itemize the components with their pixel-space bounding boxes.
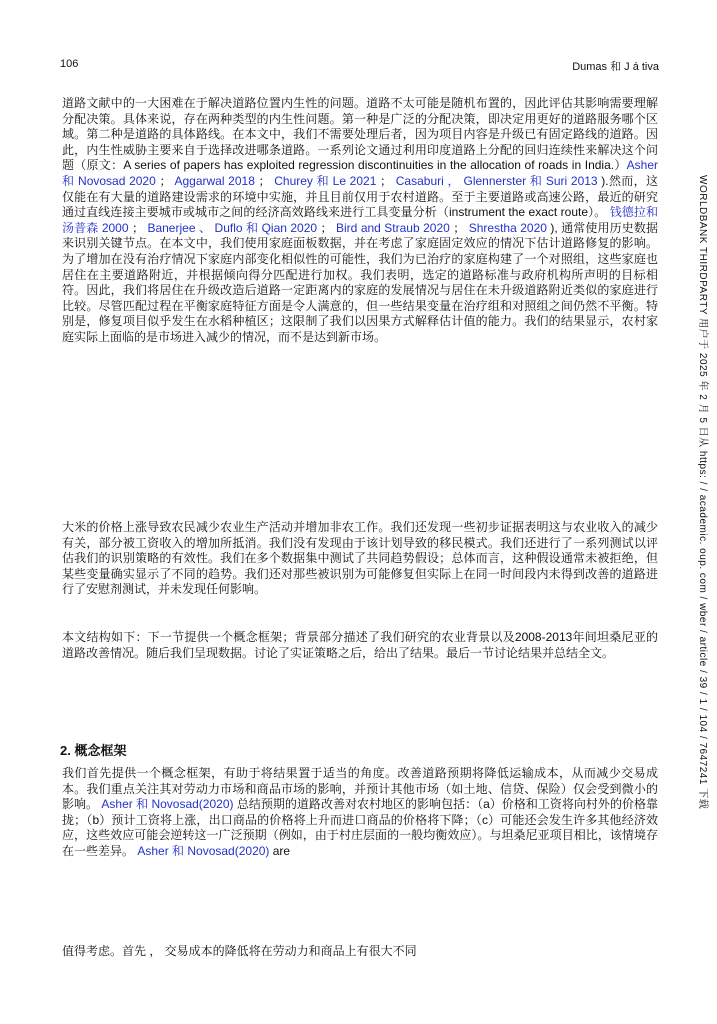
paragraph-rice-prices: 大米的价格上涨导致农民减少农业生产活动并增加非农工作。我们还发现一些初步证据表明这与农业收入的减少有关，部分被工资收入的增加所抵消。我们没有发现由于该计划导致的移民模式。我们还进行了一系列测试以评估我们的识别策略的有效性。我们在多个数据集中测试了共同趋势假设；总体而言，这种假设通常未被拒绝，但某些变量确实显示了不同的趋势。我们还对那些被识别为可能修复但实际上在同一时间段内未得到改善的道路进行了安慰剂测试，并未发现任何影响。 [62, 520, 658, 597]
text-run: 我们首先提供一个概念框架，有助于将结果置于适当的角度。改善道路预期将降低运输成本，从而减少交易成本。我们重点关注其对劳动力市场和商品市场的影响，并预计其他市场（如土地、信贷、保险）仅会受到微小的影响。 [62, 766, 658, 812]
separator: ； [155, 173, 175, 188]
citation-link[interactable]: Shrestha 2020 [468, 220, 547, 235]
citation-link[interactable]: Churey 和 Le 2021 [274, 173, 377, 188]
separator: ； [449, 220, 469, 235]
page-number: 106 [60, 58, 79, 70]
separator: ； [254, 173, 275, 188]
citation-link[interactable]: Asher 和 Novosad 2020 [62, 158, 658, 188]
citation-link[interactable]: Bird and Straub 2020 [336, 220, 450, 235]
citation-link[interactable]: Asher 和 Novosad(2020) [101, 797, 234, 812]
paragraph-intro-endogeneity [62, 96, 658, 346]
separator: ； [317, 220, 337, 235]
paragraph-framework [62, 766, 658, 860]
text-run: are [269, 843, 291, 858]
text-run: 总结预期的道路改善对农村地区的影响包括：（a）价格和工资将向村外的价格靠拢；（b）预计工资将上涨，出口商品的价格将上升而进口商品的价格将下降；（c）可能还会发生许多其他经济效应，这些效应可能会逆转这一广泛预期（例如，由于村庄层面的一般均衡效应）。与坦桑尼亚项目相比，该情境存在一些差异。 [62, 797, 658, 858]
paragraph-structure: 本文结构如下：下一节提供一个概念框架；背景部分描述了我们研究的农业背景以及2008-2013年间坦桑尼亚的道路改善情况。随后我们呈现数据。讨论了实证策略之后，给出了结果。最后一节讨论结果并总结全文。 [62, 630, 658, 660]
text-run: ), 通常使用历史数据来识别关键节点。在本文中，我们使用家庭面板数据，并在考虑了家庭固定效应的情况下估计道路修复的影响。为了增加在没有治疗情况下家庭内部变化相似性的可能性，我们为已治疗的家庭构建了一个对照组，这些家庭也居住在主要道路附近，并根据倾向得分匹配进行加权。我们表明，选定的道路标准与政府机构所声明的目标相符。因此，我们将居住在升级改造后道路一定距离内的家庭的发展情况与居住在未升级道路附近类似的家庭进行比较。尽管匹配过程在平衡家庭特征方面是令人满意的，但一些结果变量在治疗组和对照组之间仍然不平衡。特别是，修复项目似乎发生在水稻种植区；这限制了我们以因果方式解释估计值的能力。我们的结果显示，农村家庭实际上面临的是市场进入减少的情况，而不是达到新市场。 [62, 220, 659, 344]
citation-link[interactable]: Aggarwal 2018 [174, 173, 255, 188]
citation-link[interactable]: Asher 和 Novosad(2020) [137, 843, 270, 858]
separator: ； [376, 173, 396, 188]
paragraph-transaction-costs: 值得考虑。首先 ， 交易成本的降低将在劳动力和商品上有很大不同 [62, 944, 417, 958]
citation-link[interactable]: Casaburi ， Glennerster 和 Suri 2013 [395, 173, 598, 188]
separator: ； [128, 220, 148, 235]
text-run: 道路文献中的一大困难在于解决道路位置内生性的问题。道路不太可能是随机布置的，因此评估其影响需要理解分配决策。具体来说，存在两种类型的内生性问题。第一种是广泛的分配决策，即决定用更好的道路服务哪个区域。第二种是道路的具体路线。在本文中，我们不需要处理后者，因为项目内容是升级已有固定路线的道路。因此，内生性威胁主要来自于选择改进哪条道路。一系列论文通过利用印度道路上分配的回归连续性来解决这个问题（原文：A series of papers has exploited regression discontinuities in the allocation of roads in India.） [62, 96, 658, 173]
section-heading: 2. 概念框架 [60, 743, 127, 758]
running-head: Dumas 和 J á tiva [572, 61, 659, 73]
citation-link[interactable]: Banerjee 、 Duflo 和 Qian 2020 [147, 220, 318, 235]
download-watermark: WORLDBANK THIRDPARTY 用户于 2025 年 2 月 5 日从 https: / / academic. oup. com / wber / article / 39 / 1 / 104 / 7647241 下载 [697, 175, 708, 810]
citation-link[interactable]: 钱德拉和汤普森 2000 [62, 205, 658, 235]
text-run: ).然而，这仅能在有大量的道路建设需求的环境中实施，并且目前仅用于农村道路。至于主要道路或高速公路，最近的研究通过直线连接主要城市或城市之间的经济高效路线来进行工具变量分析（instrument the exact route）。 [62, 173, 659, 220]
